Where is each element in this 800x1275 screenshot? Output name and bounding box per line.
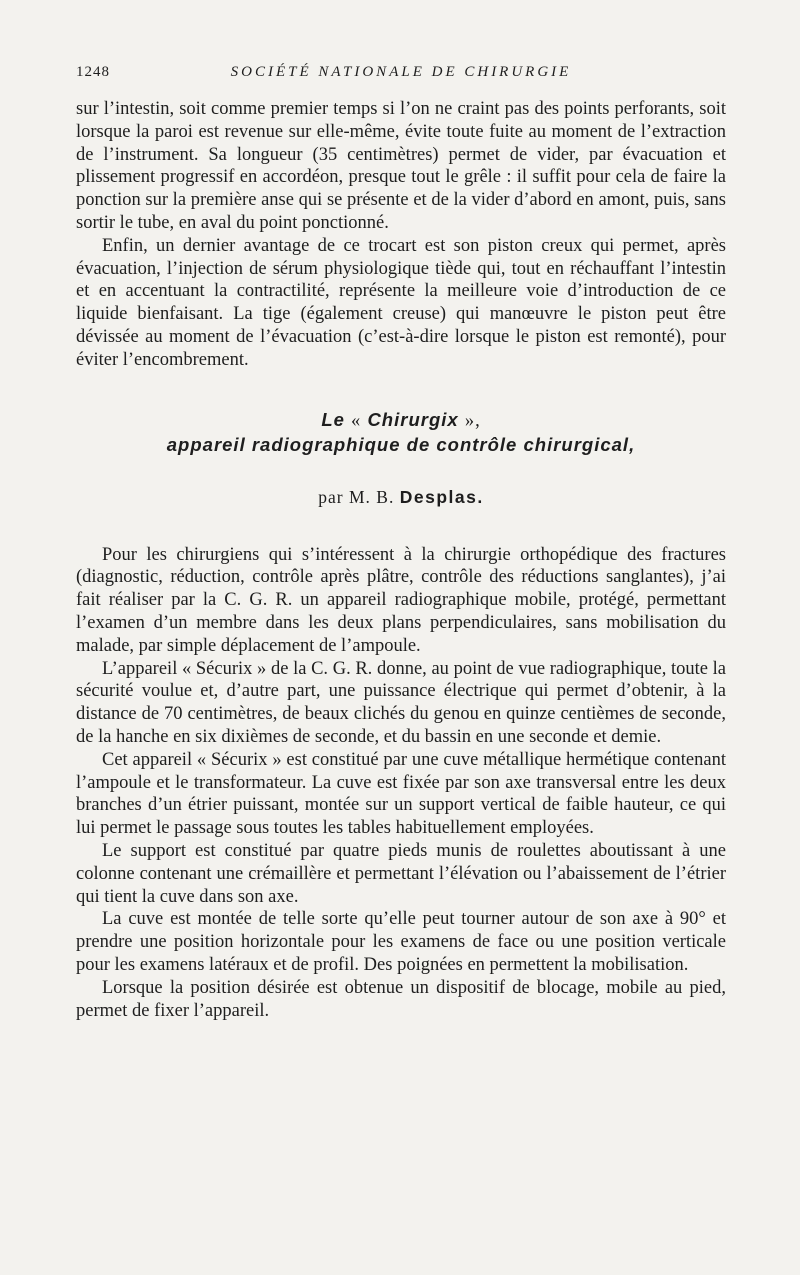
page-number: 1248: [76, 64, 110, 80]
paragraph-article-5: La cuve est montée de telle sorte qu’elle peut tourner autour de son axe à 90° et prendre une position horizontale pour les examens de face ou une position verticale pour les examens latéraux et de profil. Des poignées en permettent la mobilisation.: [76, 909, 726, 975]
paragraph-article-4: Le support est constitué par quatre pieds munis de roulettes aboutissant à une colonne contenant une crémaillère et permettant l’élévation ou l’abaissement de l’étrier qui tient la cuve dans son axe.: [76, 840, 726, 907]
body-text-article: [76, 544, 726, 1023]
paragraph-trocart-advantage: Enfin, un dernier avantage de ce trocart est son piston creux qui permet, après évacuation, l’injection de sérum physiologique tiède qui, tout en réchauffant l’intestin et en accentuant la contractilité, représente la meilleure voie d’introduction de ce liquide bienfaisant. La tige (également creuse) qui manœuvre le piston peut être dévissée au moment de l’évacuation (c’est-à-dire lorsque le piston est remonté), pour éviter l’encombrement.: [76, 235, 726, 370]
byline-author: Desplas.: [399, 486, 484, 507]
title-le: Le: [321, 408, 345, 430]
journal-title: SOCIÉTÉ NATIONALE DE CHIRURGIE: [230, 64, 572, 80]
byline: [76, 487, 726, 508]
byline-prefix: par M. B.: [318, 486, 395, 507]
paragraph-article-6: Lorsque la position désirée est obtenue un dispositif de blocage, mobile au pied, permet de fixer l’appareil.: [76, 977, 726, 1021]
paragraph-article-3: Cet appareil « Sécurix » est constitué par une cuve métallique hermétique contenant l’ampoule et le transformateur. La cuve est fixée par son axe transversal entre les deux branches d’un étrier puissant, montée sur un support vertical de faible hauteur, ce qui lui permet le passage sous toutes les tables habituellement employées.: [76, 749, 726, 839]
section-title-line1: [76, 408, 726, 433]
paragraph-article-2: L’appareil « Sécurix » de la C. G. R. donne, au point de vue radiographique, toute la sécurité voulue et, d’autre part, une puissance électrique qui permet d’obtenir, à la distance de 70 centimètres, de beaux clichés du genou en quinze centièmes de seconde, de la hanche en six dixièmes de seconde, et du bassin en une seconde et demie.: [76, 658, 726, 747]
section-subtitle: appareil radiographique de contrôle chirurgical,: [166, 433, 636, 455]
running-head: [76, 60, 726, 88]
paragraph-continuation: sur l’intestin, soit comme premier temps si l’on ne craint pas des points perforants, soit lorsque la paroi est revenue sur elle-même, évite toute fuite au moment de l’extraction de l’instrument. Sa longueur (35 centimètres) permet de vider, par évacuation et plissement progressif en accordéon, presque tout le grêle : il suffit pour cela de faire la ponction sur la première anse qui se présente et de la vider d’abord en amont, puis, sans sortir le tube, en aval du point ponctionné.: [76, 99, 726, 233]
page: [76, 60, 726, 1022]
title-close-quote: »,: [464, 410, 481, 431]
paragraph-article-1: Pour les chirurgiens qui s’intéressent à la chirurgie orthopédique des fractures (diagnostic, réduction, contrôle après plâtre, contrôle des réductions sanglantes), j’ai fait réaliser par la C. G. R. un appareil radiographique mobile, protégé, permettant l’examen d’un membre dans les deux plans perpendiculaires, sans mobilisation du malade, par simple déplacement de l’ampoule.: [76, 544, 726, 656]
title-name: Chirurgix: [367, 408, 459, 430]
title-open-quote: «: [351, 410, 362, 431]
section-title: [76, 408, 726, 457]
body-text-top: [76, 98, 726, 372]
